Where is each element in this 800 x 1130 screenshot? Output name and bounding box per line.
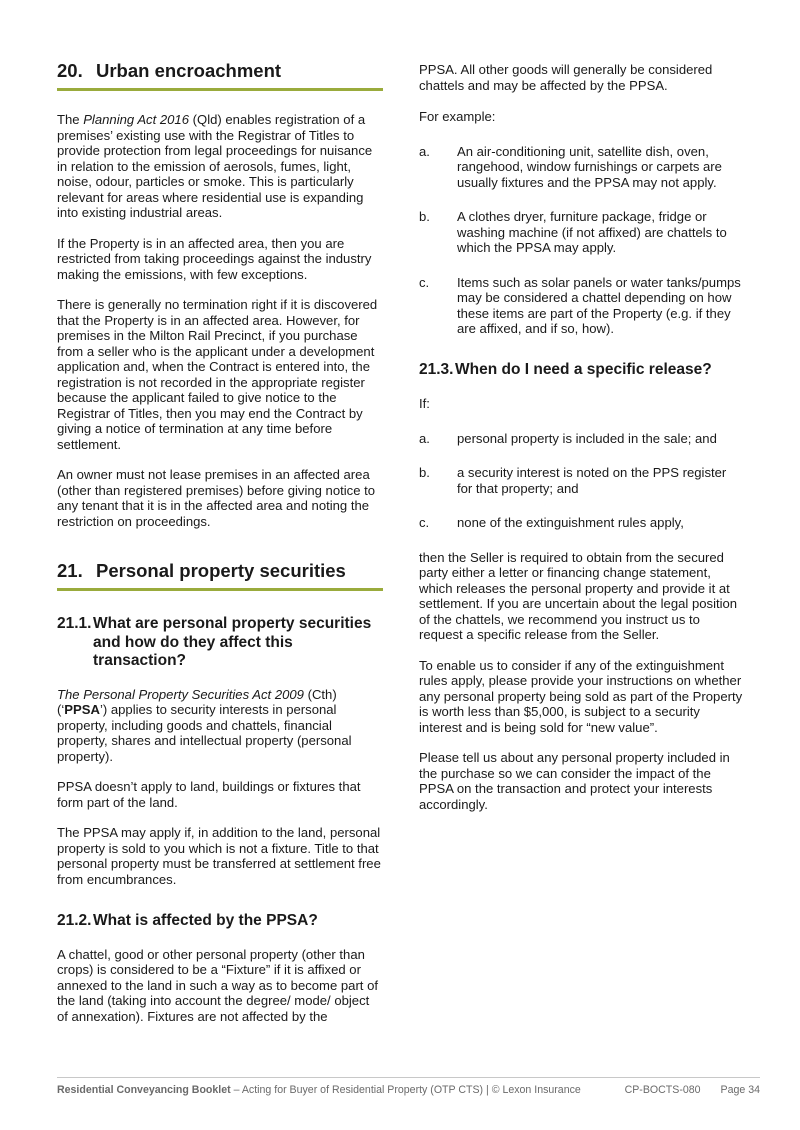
paragraph: then the Seller is required to obtain from the secured party either a letter or financing change statement, which releases the personal property and provide it at settlement. If you are uncertain about the legal position of the chattels, we recommend you instruct us to request a specific release from the Seller. <box>419 549 738 642</box>
subsection-title: What are personal property securities and how do they affect this transaction? <box>93 615 372 669</box>
section-title: Urban encroachment <box>96 60 282 81</box>
paragraph: If the Property is in an affected area, then you are restricted from taking proceedings against the industry making the emissions, with few exceptions. <box>57 235 372 282</box>
right-column <box>419 62 745 812</box>
list-text: a security interest is noted on the PPS register for that property; and <box>457 465 727 496</box>
list-letter: c. <box>419 515 430 530</box>
list-letter: a. <box>419 430 430 446</box>
subsection-number: 21.2. <box>57 912 92 929</box>
document-code: CP-BOCTS-080 <box>624 1084 701 1096</box>
list-item <box>419 144 745 191</box>
list-item <box>419 465 745 496</box>
footer-subtitle: – Acting for Buyer of Residential Property (OTP CTS) | © Lexon Insurance <box>230 1084 581 1096</box>
list-text: A clothes dryer, furniture package, fridge or washing machine (if not affixed) are chattels to which the PPSA may apply. <box>457 209 727 255</box>
paragraph <box>57 687 383 765</box>
paragraph: The PPSA may apply if, in addition to the land, personal property is sold to you which is not a fixture. Title to that personal property must be transferred at settlement free from encumbrances. <box>57 825 381 887</box>
subsection-title: When do I need a specific release? <box>455 360 712 378</box>
section-20-heading <box>57 60 383 91</box>
footer-title <box>57 1084 625 1096</box>
list-text: Items such as solar panels or water tanks/pumps may be considered a chattel depending on how these items are part of the Property (e.g. if they are affixed, and if so, how). <box>457 274 741 336</box>
paragraph: A chattel, good or other personal property (other than crops) is considered to be a “Fixture” if it is affixed or annexed to the land in such a way as to become part of the land (taking into account the degree/ mode/ object of annexation). Fixtures are not affected by the <box>57 946 379 1024</box>
section-21-heading <box>57 560 383 591</box>
subsection-title: What is affected by the PPSA? <box>93 912 318 929</box>
section-title: Personal property securities <box>96 560 346 581</box>
list-item <box>419 515 745 531</box>
paragraph: PPSA. All other goods will generally be considered chattels and may be affected by the PPSA. <box>419 62 713 93</box>
bold-term: PPSA <box>64 702 100 717</box>
paragraph: PPSA doesn’t apply to land, buildings or fixtures that form part of the land. <box>57 779 361 810</box>
subsection-number: 21.1. <box>57 615 92 632</box>
list-item <box>419 275 745 337</box>
list-text: An air-conditioning unit, satellite dish, oven, rangehood, window furnishings or carpets are usually fixtures and the PPSA may not apply. <box>457 143 722 190</box>
page-number: Page 34 <box>720 1084 760 1096</box>
paragraph: There is generally no termination right if it is discovered that the Property is in an affected area. However, for premises in the Milton Rail Precinct, if you purchase from a seller who is the applicant under a development application and, when the Contract is entered into, the registration is not recorded in the appropriate register because the applicant failed to give notice to the Registrar of Titles, then you may end the Contract by giving a notice of termination at any time before settlement. <box>57 297 378 452</box>
paragraph: If: <box>419 396 430 411</box>
list-letter: a. <box>419 143 430 159</box>
paragraph: To enable us to consider if any of the extinguishment rules apply, please provide your instructions on whether any personal property being sold as part of the Property is worth less than $5,000, is subject to a security interest and is being sold for “new value”. <box>419 657 743 735</box>
subsection-21-2-heading <box>57 912 383 931</box>
footer-booklet-name: Residential Conveyancing Booklet <box>57 1084 231 1096</box>
list-letter: b. <box>419 465 430 480</box>
text: (Cth) (‘ <box>57 686 337 717</box>
italic-act-name: Planning Act 2016 <box>83 112 190 127</box>
paragraph <box>57 112 383 221</box>
list-text: personal property is included in the sale; and <box>457 430 717 446</box>
paragraph: An owner must not lease premises in an affected area (other than registered premises) before giving notice to any tenant that it is in the affected area and noting the restriction on proceedings. <box>57 467 376 529</box>
list-letter: c. <box>419 274 430 290</box>
list-text: none of the extinguishment rules apply, <box>457 515 684 530</box>
page-footer <box>57 1077 760 1096</box>
text: (Qld) enables registration of a premises’ existing use with the Registrar of Titles to provide protection from legal proceedings for nuisance in relation to the emission of aerosols, fumes, light, noise, odour, particles or smoke. This is particularly relevant for areas where residential use is expanding into existing industrial areas. <box>57 112 373 220</box>
subsection-21-3-heading <box>419 361 745 380</box>
paragraph: For example: <box>419 109 496 124</box>
italic-act-name: The Personal Property Securities Act 2009 <box>57 686 304 702</box>
list-item <box>419 209 745 256</box>
subsection-21-1-heading <box>57 615 383 671</box>
text: The <box>57 112 84 127</box>
list-letter: b. <box>419 209 430 224</box>
list-item <box>419 431 745 447</box>
text: ’) applies to security interests in personal property, including goods and chattels, financial property, shares and intellectual property (personal property). <box>57 702 352 764</box>
section-number: 21. <box>57 560 83 581</box>
subsection-number: 21.3. <box>419 360 454 378</box>
paragraph: Please tell us about any personal property included in the purchase so we can consider the impact of the PPSA on the transaction and protect your interests accordingly. <box>419 750 730 812</box>
section-number: 20. <box>57 60 83 81</box>
left-column <box>57 60 383 1024</box>
